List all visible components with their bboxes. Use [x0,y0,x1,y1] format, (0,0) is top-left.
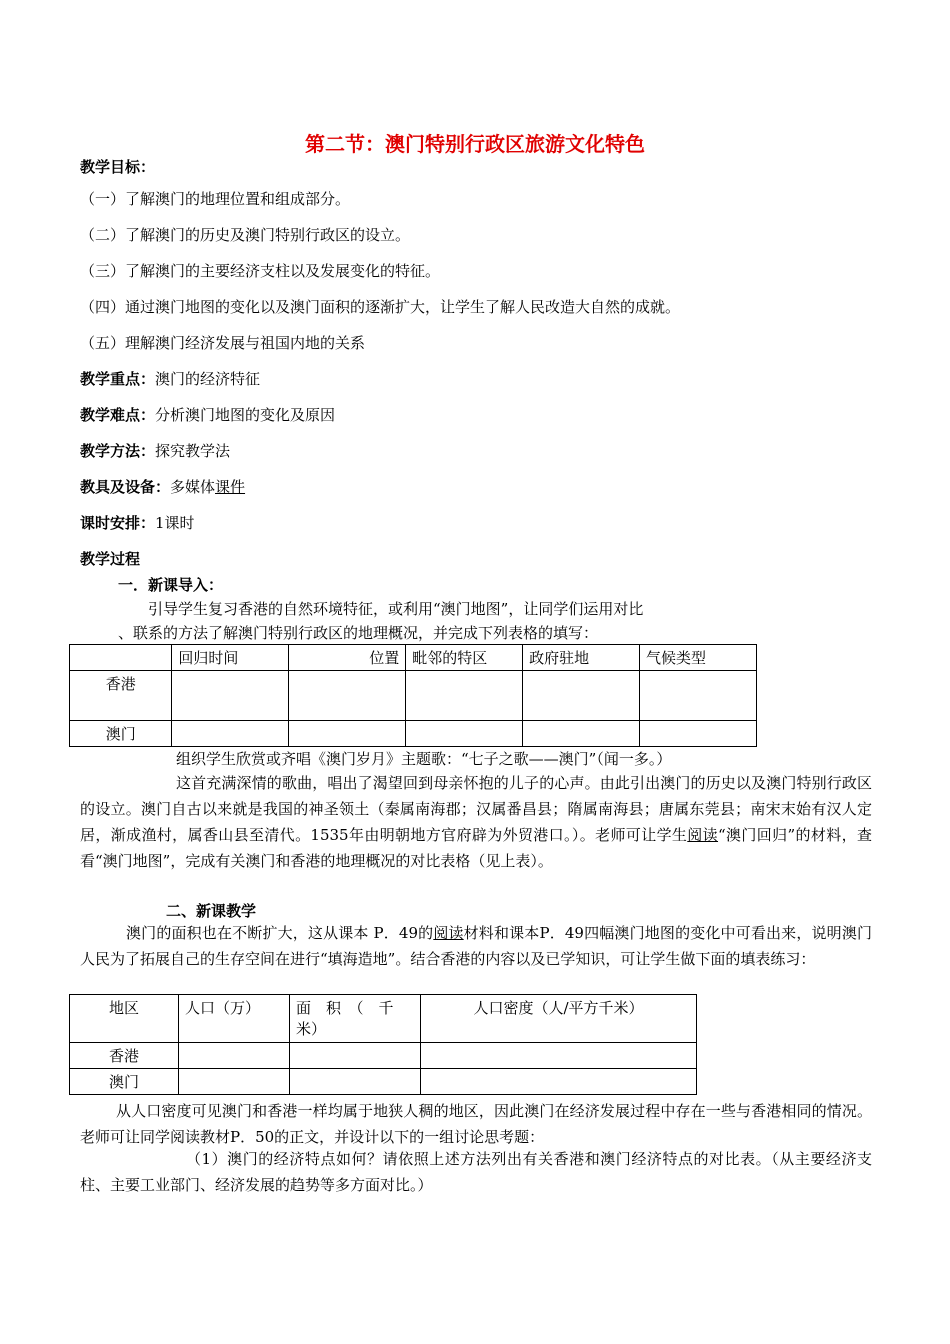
history-link[interactable]: 阅读 [687,826,719,844]
question-1: （1）澳门的经济特点如何？请依照上述方法列出有关香港和澳门经济特点的对比表。（从主要经济支柱、主要工业部门、经济发展的趋势等多方面对比。） [80,1150,872,1194]
tools-text: 多媒体 [170,478,216,496]
goal-item: （四）通过澳门地图的变化以及澳门面积的逐渐扩大，让学生了解人民改造大自然的成就。 [80,298,681,316]
table-cell[interactable] [640,671,757,721]
key-label: 教学重点： [80,370,156,388]
area-text-a: 澳门的面积也在不断扩大，这从课本 P．49的 [126,924,434,942]
table-header-cell: 回归时间 [172,645,289,671]
table-cell[interactable] [523,721,640,747]
method-label: 教学方法： [80,442,156,460]
history-text-a: 这首充满深情的歌曲，唱出了渴望回到母亲怀抱的儿子的心声。由此引出澳门的历史以及澳门特别行政区的设立。澳门自古以来就是我国的神圣领土（秦属南海郡；汉属番昌县；隋属南海县；唐属东莞县；南宋末始有汉人定居，渐成渔村，属香山县至清代。1535年由明朝地方官府辟为外贸港口。）。老师可让学生 [80,774,872,844]
table-cell[interactable] [640,721,757,747]
goal-item: （三）了解澳门的主要经济支柱以及发展变化的特征。 [80,262,441,280]
table-cell[interactable] [172,671,289,721]
density-paragraph: 从人口密度可见澳门和香港一样均属于地狭人稠的地区，因此澳门在经济发展过程中存在一些与香港相同的情况。老师可让同学阅读教材P．50的正文，并设计以下的一组讨论思考题： [80,1102,872,1146]
table-cell[interactable] [179,1043,290,1069]
process-heading: 教学过程 [80,550,141,568]
diff-text: 分析澳门地图的变化及原因 [155,406,336,424]
table-header-cell: 政府驻地 [523,645,640,671]
table-header-cell: 面 积 （ 千米） [290,995,421,1043]
time-label: 课时安排： [80,514,156,532]
page-title: 第二节：澳门特别行政区旅游文化特色 [305,132,645,156]
table-header-cell: 气候类型 [640,645,757,671]
area-paragraph [80,920,872,972]
table-row-label: 澳门 [70,1069,179,1095]
table-header-cell: 毗邻的特区 [406,645,523,671]
table-header-cell: 人口（万） [179,995,290,1043]
area-link[interactable]: 阅读 [433,924,464,942]
table-header-cell: 地区 [70,995,179,1043]
key-text: 澳门的经济特征 [155,370,261,388]
table-cell[interactable] [289,721,406,747]
table-header-cell [70,645,172,671]
table-cell[interactable] [179,1069,290,1095]
goal-item: （二）了解澳门的历史及澳门特别行政区的设立。 [80,226,411,244]
table-cell[interactable] [523,671,640,721]
intro-line: 、联系的方法了解澳门特别行政区的地理概况，并完成下列表格的填写： [118,624,599,642]
history-paragraph [80,770,872,874]
time-text: 1课时 [155,514,195,532]
comparison-table [69,644,757,747]
density-table [69,994,697,1095]
goal-item: （五）理解澳门经济发展与祖国内地的关系 [80,334,366,352]
table-header-cell: 位置 [289,645,406,671]
table-row-label: 香港 [70,1043,179,1069]
table-header-cell: 人口密度（人/平方千米） [421,995,697,1043]
table-cell[interactable] [290,1043,421,1069]
method-text: 探究教学法 [155,442,231,460]
song-line: 组织学生欣赏或齐唱《澳门岁月》主题歌：“七子之歌——澳门”（闻一多。） [176,750,672,768]
tools-link[interactable]: 课件 [215,478,246,496]
difficulty [80,404,335,425]
table-cell[interactable] [406,671,523,721]
table-cell[interactable] [172,721,289,747]
method [80,440,230,461]
goals-heading: 教学目标： [80,158,156,176]
table-cell[interactable] [290,1069,421,1095]
tools [80,476,245,497]
table-cell[interactable] [421,1069,697,1095]
history-text-b: “澳门回归”的材料，查看“澳门地图”，完成有关澳门和香港的地理概况的对比表格（见上表）。 [80,826,872,870]
table-row-label: 澳门 [70,721,172,747]
key-point [80,368,260,389]
intro-line: 引导学生复习香港的自然环境特征，或利用“澳门地图”，让同学们运用对比 [148,600,644,618]
diff-label: 教学难点： [80,406,156,424]
area-text-b: 材料和课本P．49四幅澳门地图的变化中可看出来，说明澳门人民为了拓展自己的生存空间在进行“填海造地”。结合香港的内容以及已学知识，可让学生做下面的填表练习： [80,924,872,968]
table-row-label: 香港 [70,671,172,721]
section1-heading: 一．新课导入： [118,576,224,594]
time-arrangement [80,512,195,533]
table-cell[interactable] [406,721,523,747]
table-cell[interactable] [289,671,406,721]
goal-item: （一）了解澳门的地理位置和组成部分。 [80,190,351,208]
table-cell[interactable] [421,1043,697,1069]
section2-heading: 二、新课教学 [166,902,257,920]
tools-label: 教具及设备： [80,478,171,496]
